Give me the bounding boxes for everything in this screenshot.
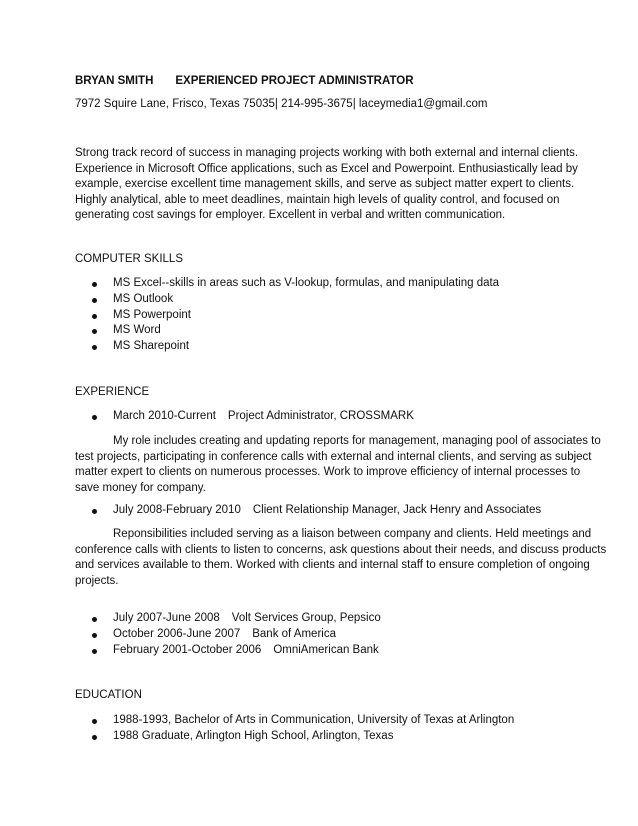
list-item: MS Outlook bbox=[75, 292, 499, 308]
description-line: My role includes creating and updating reports for management, managing pool of associates to bbox=[113, 435, 601, 447]
description-line: Reponsibilities included serving as a liaison between company and clients. Held meetings and bbox=[113, 528, 592, 540]
job-dates: October 2006-June 2007 bbox=[113, 627, 241, 640]
list-item: MS Sharepoint bbox=[75, 339, 499, 355]
job-description bbox=[75, 434, 601, 496]
job-dates: March 2010-Current bbox=[113, 410, 216, 422]
computer-skills-heading: COMPUTER SKILLS bbox=[75, 253, 183, 265]
job-role: Bank of America bbox=[252, 627, 336, 640]
job-entry bbox=[75, 627, 381, 643]
summary-line: Highly analytical, able to meet deadlines, maintain high levels of quality control, and focused on bbox=[75, 193, 560, 206]
applicant-title: EXPERIENCED PROJECT ADMINISTRATOR bbox=[175, 75, 414, 87]
job-dates: February 2001-October 2006 bbox=[113, 643, 262, 656]
description-line: conference calls with clients to listen to concerns, ask questions about their needs, and discuss products bbox=[75, 543, 607, 556]
education-heading: EDUCATION bbox=[75, 689, 142, 701]
description-line: test projects, participating in conference calls with external and internal clients, and serving as subject bbox=[75, 450, 592, 463]
job-dates: July 2008-February 2010 bbox=[113, 504, 241, 516]
job-entry bbox=[75, 611, 381, 627]
summary-line: generating cost savings for employer. Excellent in verbal and written communication. bbox=[75, 209, 506, 222]
job-role: Project Administrator, CROSSMARK bbox=[227, 410, 414, 422]
job-list bbox=[75, 409, 414, 425]
summary-line: Experience in Microsoft Office applications, such as Excel and Powerpoint. Enthusiastically lead by bbox=[75, 162, 578, 175]
job-entry bbox=[75, 643, 381, 659]
job-description bbox=[75, 527, 607, 589]
resume-header bbox=[75, 75, 414, 87]
job-role: Volt Services Group, Pepsico bbox=[231, 612, 381, 624]
other-jobs-list bbox=[75, 611, 381, 658]
list-item: MS Word bbox=[75, 323, 499, 339]
education-list bbox=[75, 713, 514, 745]
job-entry bbox=[75, 409, 414, 425]
description-line: matter expert to clients on numerous processes. Work to improve efficiency of internal processes to bbox=[75, 466, 581, 479]
computer-skills-list bbox=[75, 276, 499, 355]
contact-info: 7972 Squire Lane, Frisco, Texas 75035| 214-995-3675| laceymedia1@gmail.com bbox=[75, 98, 488, 110]
list-item: MS Powerpoint bbox=[75, 308, 499, 324]
job-entry bbox=[75, 503, 541, 519]
applicant-name: BRYAN SMITH bbox=[75, 75, 154, 87]
job-list bbox=[75, 503, 541, 519]
job-dates: July 2007-June 2008 bbox=[113, 612, 220, 624]
job-role: Client Relationship Manager, Jack Henry and Associates bbox=[252, 504, 542, 516]
summary-line: example, exercise excellent time management skills, and serve as subject matter expert to clients. bbox=[75, 178, 575, 191]
description-line: projects. bbox=[75, 574, 119, 587]
job-role: OmniAmerican Bank bbox=[273, 643, 379, 656]
list-item: 1988-1993, Bachelor of Arts in Communication, University of Texas at Arlington bbox=[75, 713, 514, 729]
description-line: save money for company. bbox=[75, 481, 206, 494]
summary-line: Strong track record of success in managing projects working with both external and internal clients. bbox=[75, 147, 579, 159]
list-item: 1988 Graduate, Arlington High School, Arlington, Texas bbox=[75, 729, 514, 745]
summary-paragraph bbox=[75, 146, 579, 224]
description-line: and services available to them. Worked with clients and internal staff to ensure completion of ongoing bbox=[75, 559, 590, 572]
experience-heading: EXPERIENCE bbox=[75, 386, 150, 398]
list-item: MS Excel--skills in areas such as V-lookup, formulas, and manipulating data bbox=[75, 276, 499, 292]
